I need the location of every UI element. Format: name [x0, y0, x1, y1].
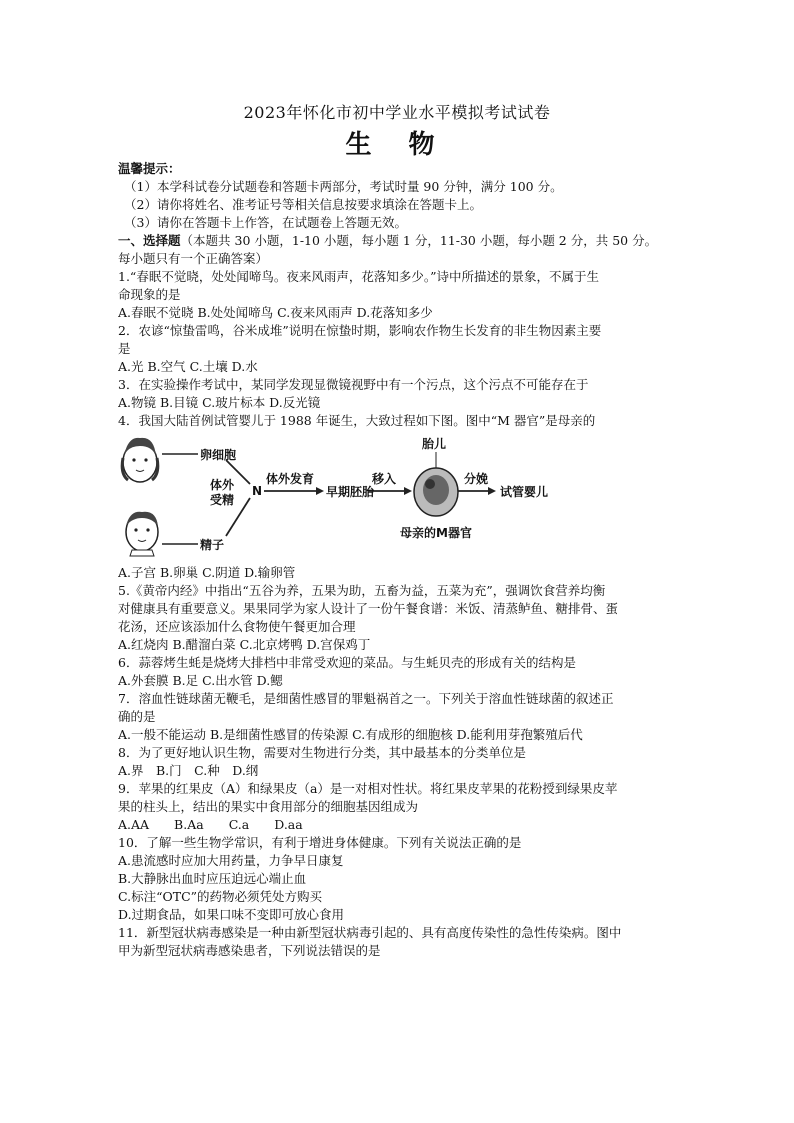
question-5-line: 5.《黄帝内经》中指出“五谷为养，五果为助，五畜为益，五菜为充”，强调饮食营养均衡 — [118, 583, 606, 598]
question-6-options: A.外套膜 B.足 C.出水管 D.鳃 — [118, 673, 283, 688]
question-9-options: A.AA B.Aa C.a D.aa — [118, 817, 303, 832]
exam-content — [118, 160, 690, 960]
question-3-options: A.物镜 B.目镜 C.玻片标本 D.反光镜 — [118, 395, 321, 410]
tip-item: （2）请你将姓名、准考证号等相关信息按要求填涂在答题卡上。 — [124, 197, 482, 212]
question-10-option: D.过期食品，如果口味不变即可放心食用 — [118, 907, 345, 922]
question-5-line: 花汤，还应该添加什么食物使午餐更加合理 — [118, 619, 356, 634]
subject-title: 生 物 — [345, 130, 449, 160]
question-5-line: 对健康具有重要意义。果果同学为家人设计了一份午餐食谱：米饭、清蒸鲈鱼、糖排骨、蛋 — [118, 601, 619, 616]
question-2-options: A.光 B.空气 C.土壤 D.水 — [118, 359, 258, 374]
section-heading: 一、选择题 — [118, 233, 181, 248]
birth-label: 分娩 — [464, 472, 489, 486]
sperm-label: 精子 — [200, 538, 225, 552]
fertilize-label: 体外受精 — [210, 478, 235, 507]
develop-label: 体外发育 — [266, 472, 315, 486]
question-10-option: C.标注“OTC”的药物必须凭处方购买 — [118, 889, 323, 904]
section-desc-2: 每小题只有一个正确答案） — [118, 251, 269, 266]
fetus-in-organ-illustration — [414, 468, 458, 516]
question-11-line: 11．新型冠状病毒感染是一种由新型冠状病毒引起的、具有高度传染性的急性传染病。图中 — [118, 925, 622, 940]
question-11-line: 甲为新型冠状病毒感染患者，下列说法错误的是 — [118, 943, 381, 958]
embryo-label: 早期胚胎 — [326, 485, 375, 499]
transfer-label: 移入 — [372, 472, 397, 486]
question-2-line: 是 — [118, 341, 131, 356]
question-10-line: 10．了解一些生物学常识，有利于增进身体健康。下列有关说法正确的是 — [118, 835, 522, 850]
question-4-options: A.子宫 B.卵巢 C.阴道 D.输卵管 — [118, 565, 296, 580]
question-3-line: 3．在实验操作考试中，某同学发现显微镜视野中有一个污点，这个污点不可能存在于 — [118, 377, 589, 392]
mother-head-illustration — [122, 438, 158, 482]
question-1-line: 命现象的是 — [118, 287, 181, 302]
tip-item: （3）请你在答题卡上作答，在试题卷上答题无效。 — [124, 215, 407, 230]
question-9-line: 9．苹果的红果皮（A）和绿果皮（a）是一对相对性状。将红果皮苹果的花粉授到绿果皮苹 — [118, 781, 618, 796]
question-2-line: 2．农谚“惊蛰雷鸣，谷米成堆”说明在惊蛰时期，影响农作物生长发育的非生物因素主要 — [118, 323, 602, 338]
exam-title: 2023年怀化市初中学业水平模拟考试试卷 — [243, 103, 551, 122]
question-7-line: 确的是 — [118, 709, 156, 724]
section-desc: （本题共 30 小题，1-10 小题，每小题 1 分，11-30 小题，每小题 2 分，共 50 分。 — [180, 233, 658, 248]
organ-label: 母亲的M器官 — [400, 526, 472, 540]
father-head-illustration — [126, 512, 158, 556]
question-10-option: A.患流感时应加大用药量，力争早日康复 — [118, 853, 344, 868]
question-9-line: 果的柱头上，结出的果实中食用部分的细胞基因组成为 — [118, 799, 419, 814]
question-6-line: 6．蒜蓉烤生蚝是烧烤大排档中非常受欢迎的菜品。与生蚝贝壳的形成有关的结构是 — [118, 655, 576, 670]
question-5-options: A.红烧肉 B.醋溜白菜 C.北京烤鸭 D.宫保鸡丁 — [118, 637, 371, 652]
question-8-line: 8．为了更好地认识生物，需要对生物进行分类，其中最基本的分类单位是 — [118, 745, 526, 760]
question-7-options: A.一般不能运动 B.是细菌性感冒的传染源 C.有成形的细胞核 D.能利用芽孢繁殖后代 — [118, 727, 583, 742]
tip-item: （1）本学科试卷分试题卷和答题卡两部分，考试时量 90 分钟，满分 100 分。 — [124, 179, 563, 194]
egg-label: 卵细胞 — [200, 448, 237, 462]
ivf-diagram — [118, 432, 518, 562]
question-1-options: A.春眠不觉晓 B.处处闻啼鸟 C.夜来风雨声 D.花落知多少 — [118, 305, 433, 320]
n-label: N — [252, 484, 263, 498]
question-4-line: 4．我国大陆首例试管婴儿于 1988 年诞生，大致过程如下图。图中“M 器官”是母亲的 — [118, 413, 596, 428]
question-7-line: 7．溶血性链球菌无鞭毛，是细菌性感冒的罪魁祸首之一。下列关于溶血性链球菌的叙述正 — [118, 691, 614, 706]
question-8-options: A.界 B.门 C.种 D.纲 — [118, 763, 259, 778]
question-1-line: 1.“春眠不觉晓，处处闻啼鸟。夜来风雨声，花落知多少。”诗中所描述的景象，不属于生 — [118, 269, 599, 284]
ivf-process-figure — [118, 432, 549, 562]
fetus-label: 胎儿 — [422, 437, 447, 451]
tips-heading: 温馨提示： — [118, 161, 181, 176]
baby-label: 试管婴儿 — [500, 485, 549, 499]
section-heading-line — [118, 232, 690, 250]
question-10-option: B.大静脉出血时应压迫远心端止血 — [118, 871, 307, 886]
